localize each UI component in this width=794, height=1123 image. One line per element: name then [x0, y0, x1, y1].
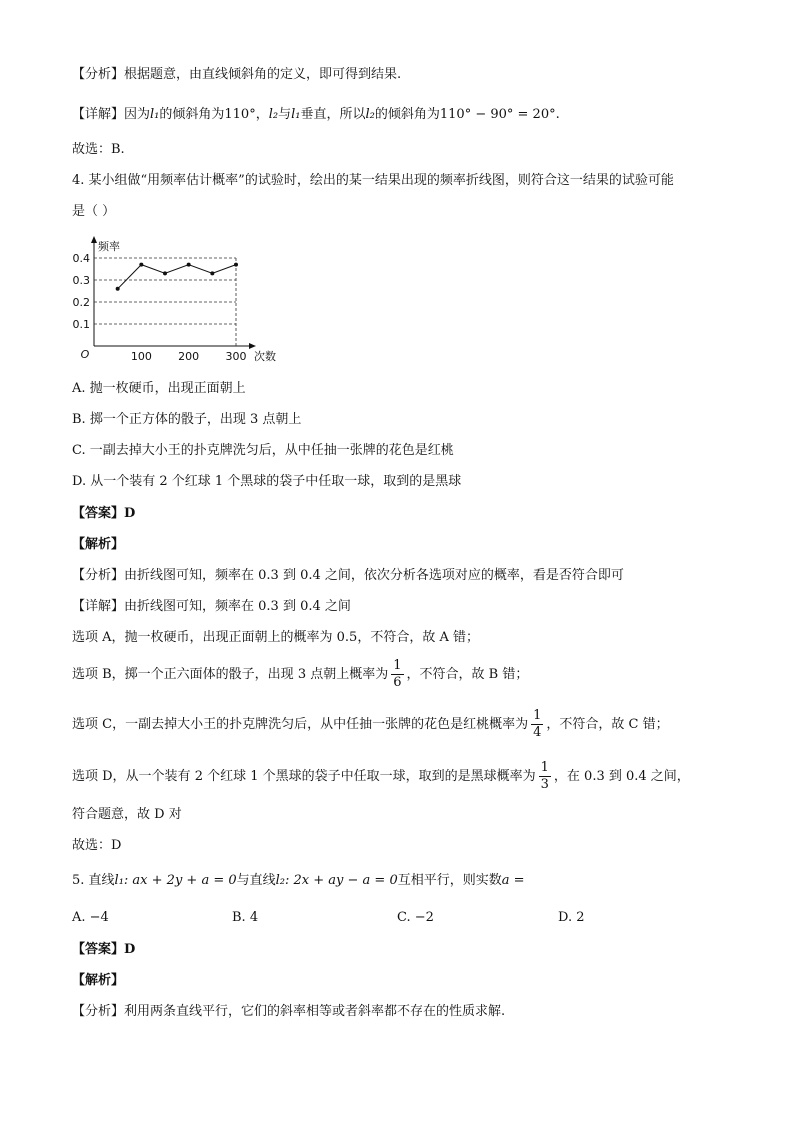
optd-text-pre: 选项 D，从一个装有 2 个红球 1 个黑球的袋子中任取一球，取到的是黑球概率为	[72, 769, 536, 784]
q4-stem-line2: 是（ ）	[72, 204, 116, 219]
data-point	[116, 287, 120, 291]
q4-option-a-explanation: 选项 A，抛一枚硬币，出现正面朝上的概率为 0.5，不符合，故 A 错；	[72, 630, 479, 645]
prev-detail-mid3: 垂直，所以	[300, 107, 366, 122]
fraction-numerator: 1	[533, 708, 542, 723]
fraction-numerator: 1	[540, 760, 549, 775]
fraction-denominator: 6	[393, 675, 402, 690]
series-line	[118, 265, 236, 289]
q5-answer: 【答案】D	[72, 942, 136, 957]
q4-option-d-explanation	[72, 760, 690, 794]
fraction-numerator: 1	[393, 658, 402, 673]
origin-label: O	[80, 348, 90, 361]
prev-detail	[72, 106, 560, 124]
x-tick-label: 200	[178, 350, 200, 363]
q5-option-d: D. 2	[558, 910, 585, 925]
q4-answer: 【答案】D	[72, 506, 136, 521]
prev-detail-prefix: 【详解】因为	[72, 107, 151, 122]
line-l1-symbol: l₁	[150, 107, 160, 122]
fraction-denominator: 3	[540, 777, 549, 792]
y-axis-arrow	[91, 236, 97, 243]
fraction-one-third	[539, 760, 551, 793]
q4-stem-line1: 4. 某小组做“用频率估计概率”的试验时，绘出的某一结果出现的频率折线图，则符合这一结果的试验可能	[72, 173, 674, 188]
q5-stem	[72, 872, 525, 890]
line-l2-symbol-b: l₂	[365, 107, 375, 122]
optb-text-post: ，不符合，故 B 错；	[406, 667, 529, 682]
q4-jiexi: 【解析】	[72, 537, 125, 552]
q5-variable-a: a =	[501, 873, 525, 888]
x-tick-label: 100	[130, 350, 152, 363]
data-point	[234, 263, 238, 267]
q5-stem-post: 互相平行，则实数	[397, 873, 502, 888]
fraction-denominator: 4	[533, 725, 542, 740]
q4-choice: 故选：D	[72, 838, 122, 853]
y-tick-label: 0.3	[72, 274, 90, 287]
q5-l1-symbol: l₁	[114, 873, 124, 888]
y-axis-label: 频率	[98, 240, 120, 253]
prev-detail-mid1: 的倾斜角为110°，	[159, 107, 269, 122]
q4-analysis: 【分析】由折线图可知，频率在 0.3 到 0.4 之间，依次分析各选项对应的概率，看是否符合即可	[72, 568, 624, 583]
q5-equation-2: : 2x + ay − a = 0	[285, 873, 398, 888]
q4-option-a: A. 抛一枚硬币，出现正面朝上	[72, 381, 246, 396]
optc-text-pre: 选项 C，一副去掉大小王的扑克牌洗匀后，从中任抽一张牌的花色是红桃概率为	[72, 717, 529, 732]
q5-analysis: 【分析】利用两条直线平行，它们的斜率相等或者斜率都不存在的性质求解.	[72, 1004, 506, 1019]
q4-option-c-explanation	[72, 708, 669, 742]
line-l1-symbol-b: l₁	[291, 107, 301, 122]
q5-stem-mid: 与直线	[236, 873, 276, 888]
fraction-one-sixth	[391, 658, 403, 691]
data-point	[187, 263, 191, 267]
q4-option-c: C. 一副去掉大小王的扑克牌洗匀后，从中任抽一张牌的花色是红桃	[72, 443, 454, 458]
q4-option-b-explanation	[72, 658, 528, 692]
q5-equation-1: : ax + 2y + a = 0	[123, 873, 237, 888]
q4-option-b: B. 掷一个正方体的骰子，出现 3 点朝上	[72, 412, 302, 427]
y-tick-label: 0.4	[72, 252, 90, 265]
prev-choice: 故选：B.	[72, 142, 125, 157]
line-l2-symbol: l₂	[268, 107, 279, 122]
q5-jiexi: 【解析】	[72, 973, 125, 988]
data-point	[210, 271, 214, 275]
q4-detail: 【详解】由折线图可知，频率在 0.3 到 0.4 之间	[72, 599, 351, 614]
q4-option-d: D. 从一个装有 2 个红球 1 个黑球的袋子中任取一球，取到的是黑球	[72, 474, 462, 489]
y-tick-label: 0.2	[72, 296, 90, 309]
optc-text-post: ，不符合，故 C 错；	[546, 717, 669, 732]
optb-text-pre: 选项 B，掷一个正六面体的骰子，出现 3 点朝上概率为	[72, 667, 389, 682]
data-point	[163, 271, 167, 275]
fraction-one-quarter	[531, 708, 543, 741]
data-point	[139, 263, 143, 267]
prev-detail-suffix: 的倾斜角为110° − 90° = 20°.	[374, 107, 560, 122]
q5-stem-pre: 5. 直线	[72, 873, 115, 888]
q4-option-d-explanation-line2: 符合题意，故 D 对	[72, 807, 182, 822]
q5-option-c: C. −2	[397, 910, 434, 925]
q5-options	[72, 910, 672, 928]
prev-analysis: 【分析】根据题意，由直线倾斜角的定义，即可得到结果.	[72, 67, 402, 82]
q5-option-b: B. 4	[232, 910, 259, 925]
x-axis-arrow	[249, 343, 256, 349]
x-tick-label: 300	[225, 350, 247, 363]
prev-detail-mid2: 与	[278, 107, 292, 122]
optd-text-post: ，在 0.3 到 0.4 之间，	[553, 769, 690, 784]
q5-option-a: A. −4	[72, 910, 109, 925]
frequency-line-chart	[60, 228, 300, 370]
x-axis-label: 次数	[254, 350, 276, 363]
y-tick-label: 0.1	[72, 318, 90, 331]
q5-l2-symbol: l₂	[275, 873, 286, 888]
